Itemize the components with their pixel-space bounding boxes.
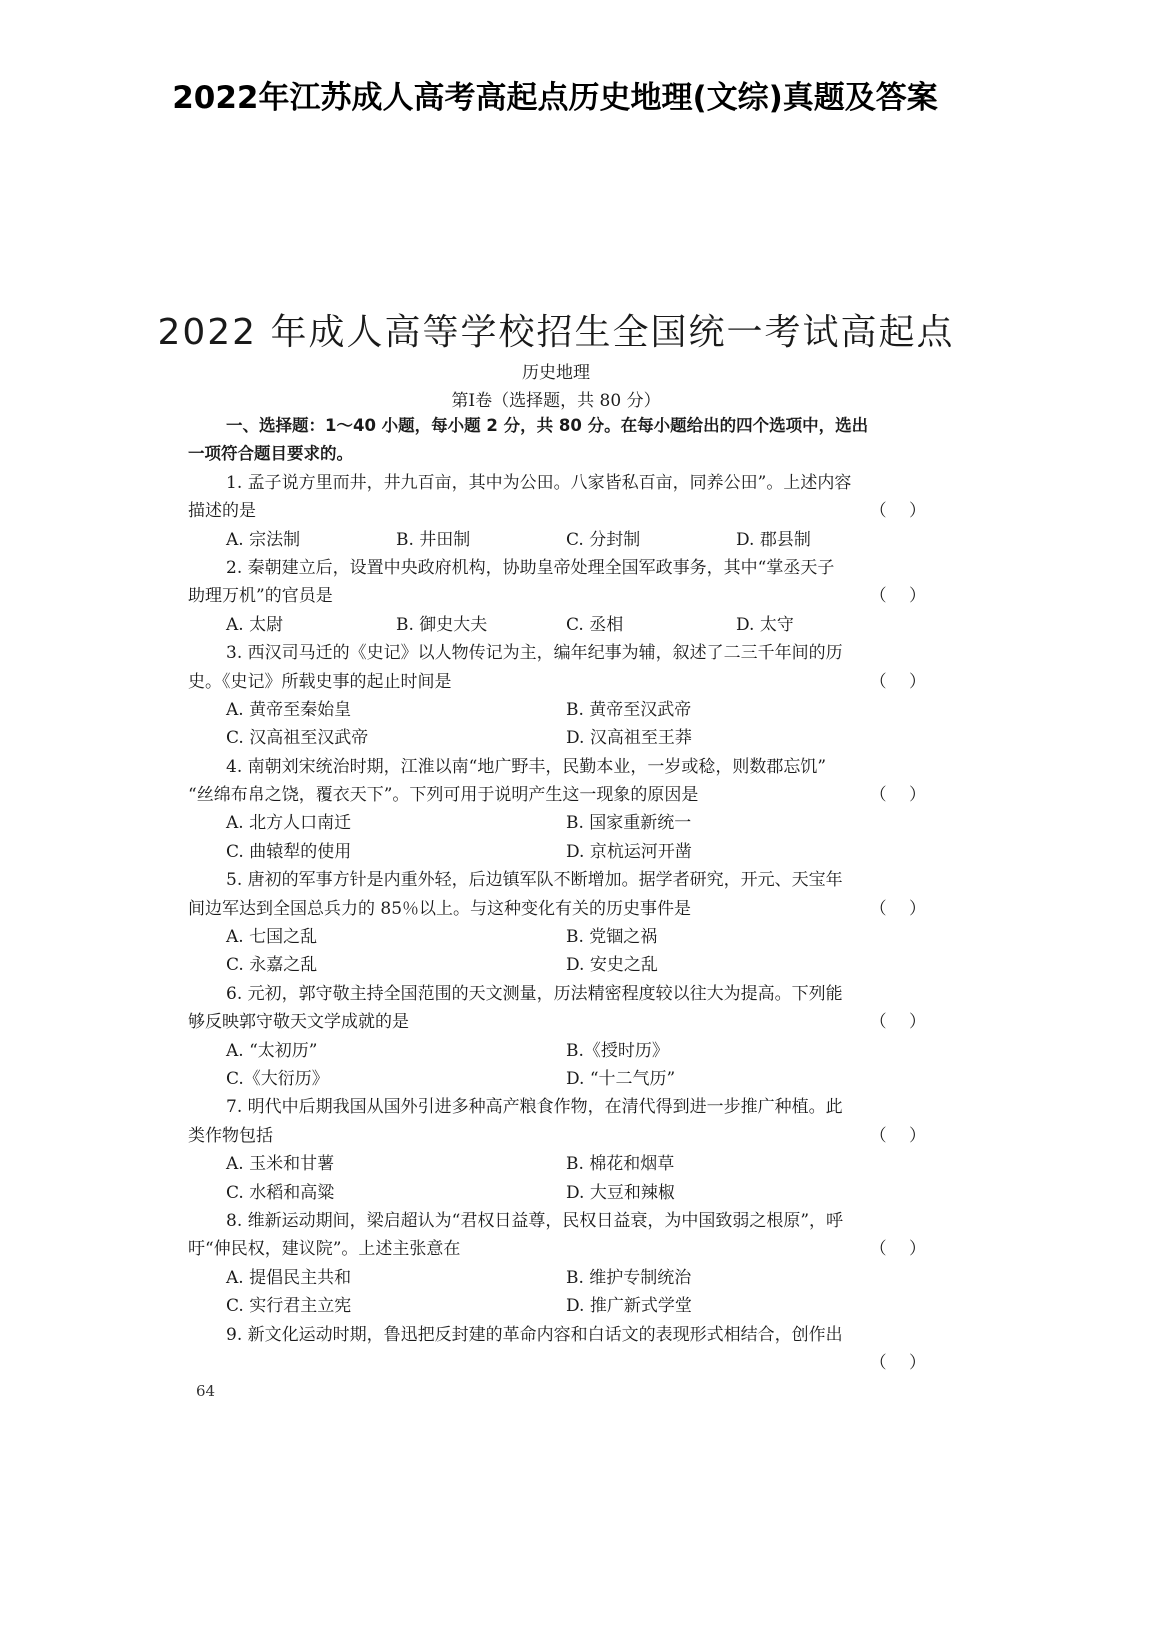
answer-paren: （ ） <box>869 501 926 522</box>
question-4-line1: 4. 南朝刘宋统治时期，江淮以南“地广野丰，民勤本业，一岁或稔，则数郡忘饥” <box>226 756 827 777</box>
question-7-stem-end: 类作物包括 <box>188 1125 273 1146</box>
option-d: D. 安史之乱 <box>566 955 658 976</box>
question-1-line2 <box>188 497 928 525</box>
option-c: C. 永嘉之乱 <box>226 955 318 976</box>
option-b: B. 国家重新统一 <box>566 813 692 834</box>
question-1-options <box>188 526 928 554</box>
option-c: C.《大衍历》 <box>226 1068 329 1089</box>
question-6-line1: 6. 元初，郭守敬主持全国范围的天文测量，历法精密程度较以往大为提高。下列能 <box>226 983 843 1004</box>
option-a: A. 太尉 <box>226 614 284 635</box>
question-3-stem-end: 史。《史记》所载史事的起止时间是 <box>188 671 452 692</box>
question-3-options-row2 <box>188 724 928 752</box>
question-body <box>188 412 928 1377</box>
option-b: B. 维护专制统治 <box>566 1267 692 1288</box>
answer-paren: （ ） <box>869 1125 926 1146</box>
question-2-line1: 2. 秦朝建立后，设置中央政府机构，协助皇帝处理全国军政事务，其中“掌丞天子 <box>226 557 835 578</box>
option-d: D. 汉高祖至王莽 <box>566 728 692 749</box>
option-a: A. 黄帝至秦始皇 <box>226 699 352 720</box>
answer-paren: （ ） <box>869 1352 926 1373</box>
question-3-options-row1 <box>188 696 928 724</box>
option-c: C. 丞相 <box>566 614 624 635</box>
question-4-options-row1 <box>188 809 928 837</box>
option-d: D. 推广新式学堂 <box>566 1296 692 1317</box>
question-3-line1: 3. 西汉司马迁的《史记》以人物传记为主，编年纪事为辅，叙述了二三千年间的历 <box>226 643 843 664</box>
question-5-line1: 5. 唐初的军事方针是内重外轻，后边镇军队不断增加。据学者研究，开元、天宝年 <box>226 870 843 891</box>
question-3-line2 <box>188 668 928 696</box>
question-4-stem-end: “丝绵布帛之饶，覆衣天下”。下列可用于说明产生这一现象的原因是 <box>188 785 699 806</box>
option-b: B. 棉花和烟草 <box>566 1154 675 1175</box>
option-c: C. 曲辕犁的使用 <box>226 841 352 862</box>
page-number: 64 <box>196 1382 216 1400</box>
question-4-options-row2 <box>188 838 928 866</box>
question-5-options-row2 <box>188 951 928 979</box>
option-d: D. 京杭运河开凿 <box>566 841 692 862</box>
document-title: 2022年江苏成人高考高起点历史地理(文综)真题及答案 <box>172 80 938 116</box>
option-b: B. 井田制 <box>396 529 471 550</box>
question-6-stem-end: 够反映郭守敬天文学成就的是 <box>188 1012 409 1033</box>
answer-paren: （ ） <box>869 785 926 806</box>
question-7-line2 <box>188 1122 928 1150</box>
question-1-line1: 1. 孟子说方里而井，井九百亩，其中为公田。八家皆私百亩，同养公田”。上述内容 <box>226 472 852 493</box>
volume-heading: 第Ⅰ卷（选择题，共 80 分） <box>451 391 661 411</box>
answer-paren: （ ） <box>869 586 926 607</box>
exam-title: 2022 年成人高等学校招生全国统一考试高起点 <box>157 312 955 353</box>
answer-paren: （ ） <box>869 671 926 692</box>
question-6-options-row1 <box>188 1037 928 1065</box>
option-c: C. 水稻和高粱 <box>226 1182 335 1203</box>
answer-paren: （ ） <box>869 1012 926 1033</box>
question-2-options <box>188 611 928 639</box>
option-c: C. 汉高祖至汉武帝 <box>226 728 369 749</box>
option-a: A. 北方人口南迁 <box>226 813 352 834</box>
subject-title: 历史地理 <box>522 363 590 383</box>
question-8-line2 <box>188 1235 928 1263</box>
question-7-options-row1 <box>188 1150 928 1178</box>
option-d: D. 太守 <box>736 614 794 635</box>
section-instruction-line1: 一、选择题：1～40 小题，每小题 2 分，共 80 分。在每小题给出的四个选项中，选出 <box>226 416 869 435</box>
option-c: C. 实行君主立宪 <box>226 1296 352 1317</box>
option-d: D. 郡县制 <box>736 529 811 550</box>
option-b: B. 黄帝至汉武帝 <box>566 699 692 720</box>
option-d: D. 大豆和辣椒 <box>566 1182 675 1203</box>
question-5-options-row1 <box>188 923 928 951</box>
question-2-line2 <box>188 582 928 610</box>
question-1-stem-end: 描述的是 <box>188 501 256 522</box>
question-9-line1: 9. 新文化运动时期，鲁迅把反封建的革命内容和白话文的表现形式相结合，创作出 <box>226 1324 843 1345</box>
option-b: B. 御史大夫 <box>396 614 488 635</box>
option-a: A. 玉米和甘薯 <box>226 1154 335 1175</box>
option-c: C. 分封制 <box>566 529 641 550</box>
section-instruction-line2: 一项符合题目要求的。 <box>188 444 353 464</box>
option-a: A. 七国之乱 <box>226 927 318 948</box>
question-5-line2 <box>188 895 928 923</box>
question-7-options-row2 <box>188 1179 928 1207</box>
option-d: D. “十二气历” <box>566 1068 676 1089</box>
question-8-stem-end: 吁“伸民权，建议院”。上述主张意在 <box>188 1239 461 1260</box>
option-a: A. 宗法制 <box>226 529 301 550</box>
question-5-stem-end: 间边军达到全国总兵力的 85％以上。与这种变化有关的历史事件是 <box>188 898 692 919</box>
option-a: A. “太初历” <box>226 1040 318 1061</box>
question-7-line1: 7. 明代中后期我国从国外引进多种高产粮食作物，在清代得到进一步推广种植。此 <box>226 1097 843 1118</box>
option-b: B.《授时历》 <box>566 1040 669 1061</box>
option-b: B. 党锢之祸 <box>566 927 658 948</box>
question-8-line1: 8. 维新运动期间，梁启超认为“君权日益尊，民权日益衰，为中国致弱之根原”，呼 <box>226 1210 844 1231</box>
question-6-line2 <box>188 1008 928 1036</box>
question-2-stem-end: 助理万机”的官员是 <box>188 586 333 607</box>
question-8-options-row2 <box>188 1292 928 1320</box>
question-8-options-row1 <box>188 1264 928 1292</box>
question-4-line2 <box>188 781 928 809</box>
question-9-line2 <box>188 1349 928 1377</box>
question-6-options-row2 <box>188 1065 928 1093</box>
option-a: A. 提倡民主共和 <box>226 1267 352 1288</box>
answer-paren: （ ） <box>869 1239 926 1260</box>
answer-paren: （ ） <box>869 898 926 919</box>
